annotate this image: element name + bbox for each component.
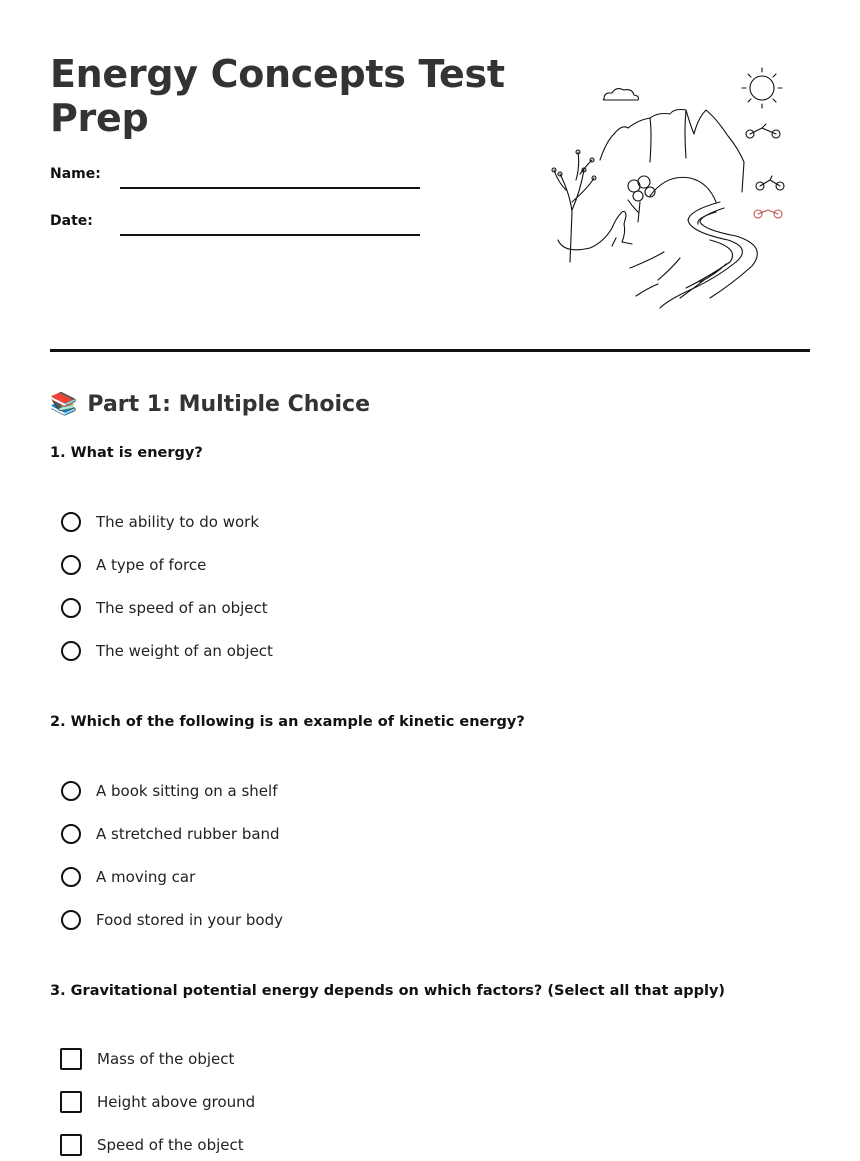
- answer-option[interactable]: [60, 864, 195, 890]
- answer-option[interactable]: [60, 1046, 234, 1072]
- option-label: A book sitting on a shelf: [96, 782, 278, 800]
- answer-option[interactable]: [60, 1089, 255, 1115]
- answer-option[interactable]: [60, 1132, 244, 1158]
- checkbox[interactable]: [60, 1048, 82, 1070]
- answer-option[interactable]: [60, 907, 283, 933]
- checkbox[interactable]: [60, 1134, 82, 1156]
- radio-button[interactable]: [61, 781, 81, 801]
- mountain-icon: [600, 110, 744, 193]
- radio-button[interactable]: [61, 641, 81, 661]
- radio-button[interactable]: [61, 867, 81, 887]
- bicycle-icon: [754, 210, 782, 218]
- sun-icon: [742, 68, 782, 108]
- answer-option[interactable]: [60, 821, 280, 847]
- option-label: A stretched rubber band: [96, 825, 280, 843]
- radio-button[interactable]: [61, 598, 81, 618]
- answer-option[interactable]: [60, 552, 206, 578]
- section-heading-text: Part 1: Multiple Choice: [87, 391, 371, 417]
- checkbox[interactable]: [60, 1091, 82, 1113]
- option-label: Speed of the object: [97, 1136, 244, 1154]
- answer-option[interactable]: [60, 595, 268, 621]
- radio-button[interactable]: [61, 512, 81, 532]
- option-label: Mass of the object: [97, 1050, 235, 1068]
- bicycle-icon: [756, 176, 784, 190]
- date-field[interactable]: [120, 234, 420, 236]
- question-text: 1. What is energy?: [50, 445, 203, 461]
- question-text: 2. Which of the following is an example of kinetic energy?: [50, 714, 525, 730]
- header-divider: [50, 349, 810, 352]
- date-label: Date:: [50, 213, 93, 229]
- name-label: Name:: [50, 166, 101, 182]
- option-label: Height above ground: [97, 1093, 256, 1111]
- option-label: The ability to do work: [96, 513, 260, 531]
- page-title: Energy Concepts Test Prep: [50, 52, 505, 140]
- option-label: A type of force: [96, 556, 207, 574]
- answer-option[interactable]: [60, 778, 277, 804]
- radio-button[interactable]: [61, 555, 81, 575]
- bicycle-icon: [746, 124, 780, 138]
- landscape-illustration: [540, 62, 800, 312]
- answer-option[interactable]: [60, 638, 273, 664]
- option-label: The speed of an object: [96, 599, 268, 617]
- cloud-icon: [603, 89, 638, 100]
- answer-option[interactable]: [60, 509, 259, 535]
- name-field[interactable]: [120, 187, 420, 189]
- kangaroo-icon: [558, 212, 632, 250]
- section-heading: [50, 388, 370, 420]
- option-label: A moving car: [96, 868, 196, 886]
- tree-icon: [552, 150, 596, 262]
- tree-icon: [628, 176, 655, 222]
- option-label: Food stored in your body: [96, 911, 284, 929]
- books-icon: 📚: [50, 391, 78, 417]
- radio-button[interactable]: [61, 824, 81, 844]
- option-label: The weight of an object: [96, 642, 273, 660]
- radio-button[interactable]: [61, 910, 81, 930]
- question-text: 3. Gravitational potential energy depends on which factors? (Select all that apply): [50, 983, 726, 999]
